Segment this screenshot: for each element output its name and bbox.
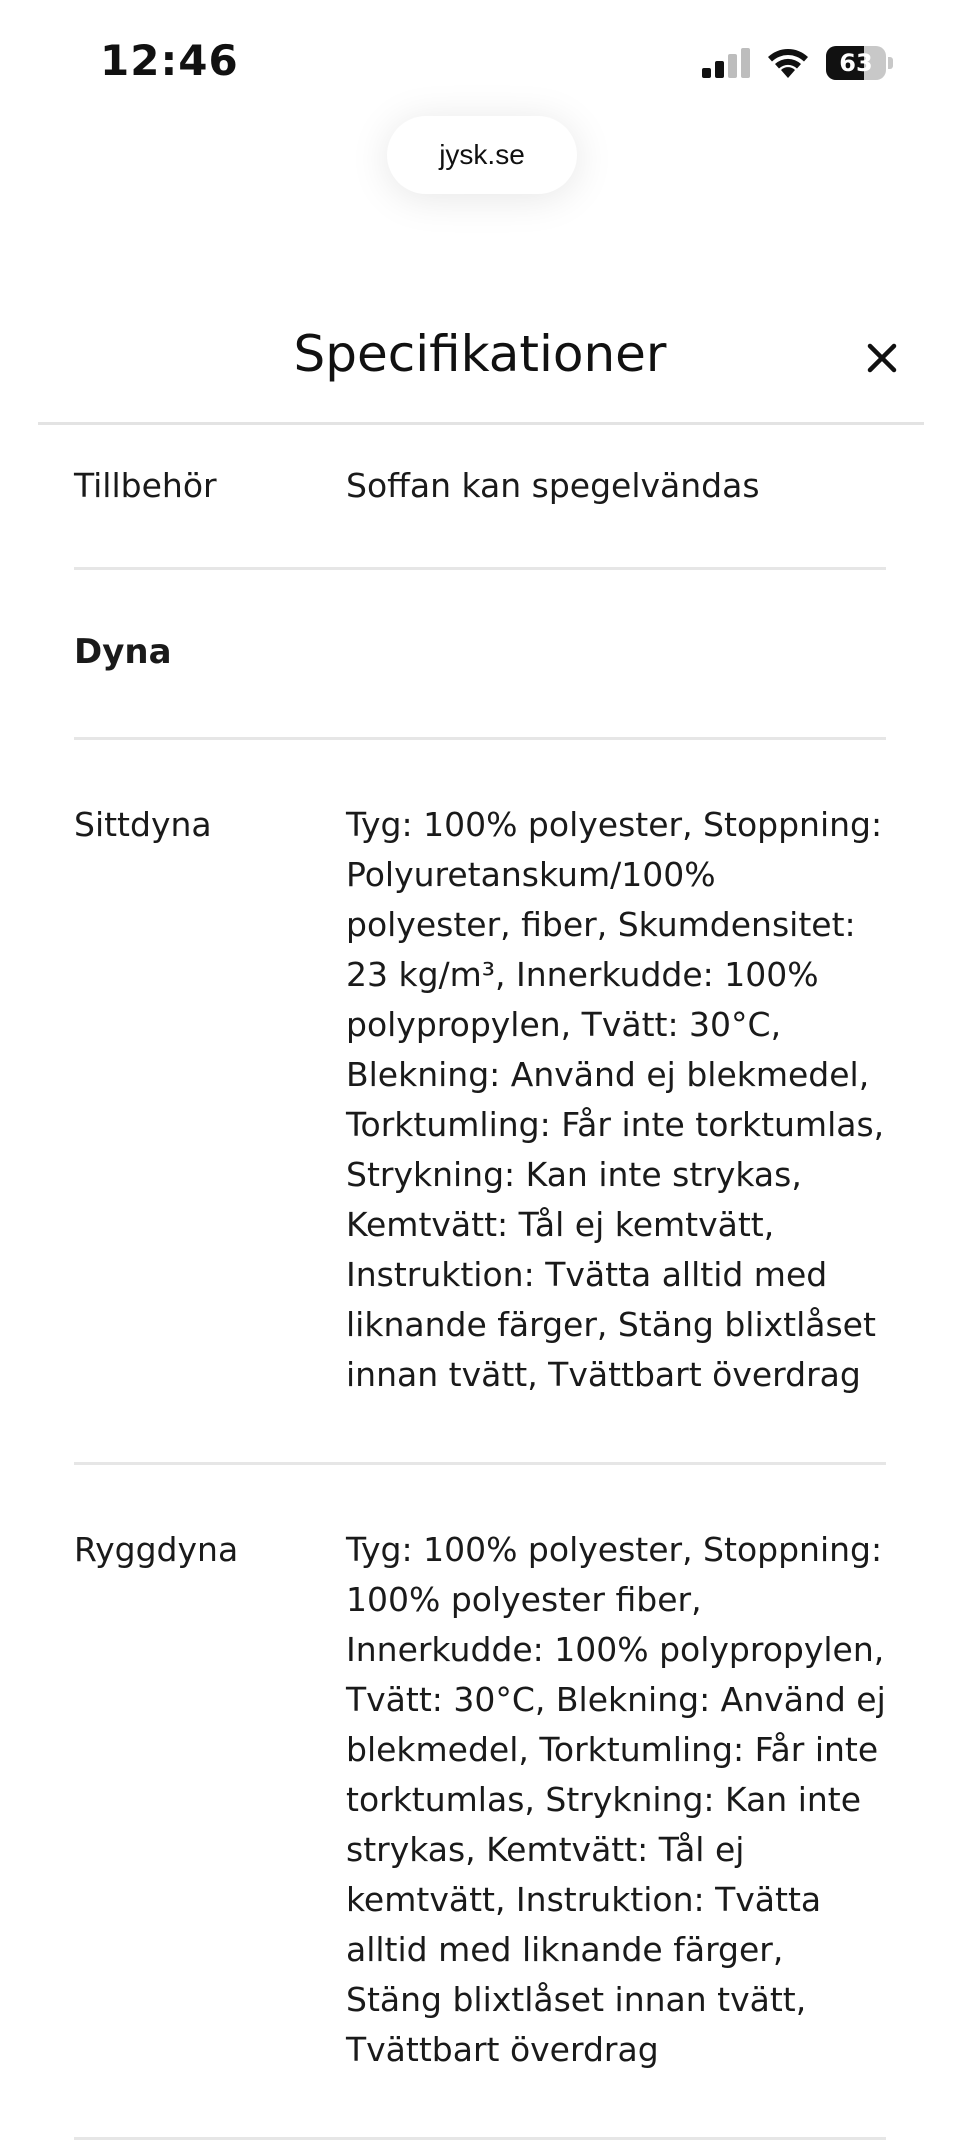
section-title: Dyna [74,632,172,672]
spec-list [74,425,886,2140]
spec-row-seat-cushion [74,740,886,1465]
spec-row-back-cushion [74,1465,886,2140]
spec-value: Tyg: 100% polyester, Stoppning: 100% polyester fiber, Innerkudde: 100% polypropylen, Tvätt: 30°C, Blekning: Använd ej blekmedel, Torktumling: Får inte torktumlas, Strykning: Kan inte strykas, Kemtvätt: Tål ej kemtvätt, Instruktion: Tvätta alltid med liknande färger, Stäng blixtlåset innan tvätt, Tvättbart överdrag [346,1530,886,2069]
status-bar [0,0,960,120]
spec-row-accessory [74,425,886,570]
wifi-icon [766,46,810,80]
status-time: 12:46 [100,36,239,85]
signal-icon [700,48,752,80]
url-bar[interactable]: jysk.se [387,116,577,194]
battery-icon [826,46,894,80]
spec-value: Soffan kan spegelvändas [346,466,760,505]
battery-level: 63 [839,49,873,77]
battery-body [826,46,886,80]
spec-label: Sittdyna [74,805,212,844]
spec-label: Ryggdyna [74,1530,239,1569]
spec-section-header [74,570,886,740]
sheet-title: Specifikationer [293,325,667,383]
spec-value: Tyg: 100% polyester, Stoppning: Polyuretanskum/100% polyester, fiber, Skumdensitet: 23 kg/m³, Innerkudde: 100% polypropylen, Tvätt: 30°C, Blekning: Använd ej blekmedel, Torktumling: Får inte torktumlas, Strykning: Kan inte strykas, Kemtvätt: Tål ej kemtvätt, Instruktion: Tvätta alltid med liknande färger, Stäng blixtlåset innan tvätt, Tvättbart överdrag [346,805,885,1394]
battery-cap [888,57,893,69]
spec-label: Tillbehör [74,466,217,505]
close-icon[interactable] [862,338,902,378]
